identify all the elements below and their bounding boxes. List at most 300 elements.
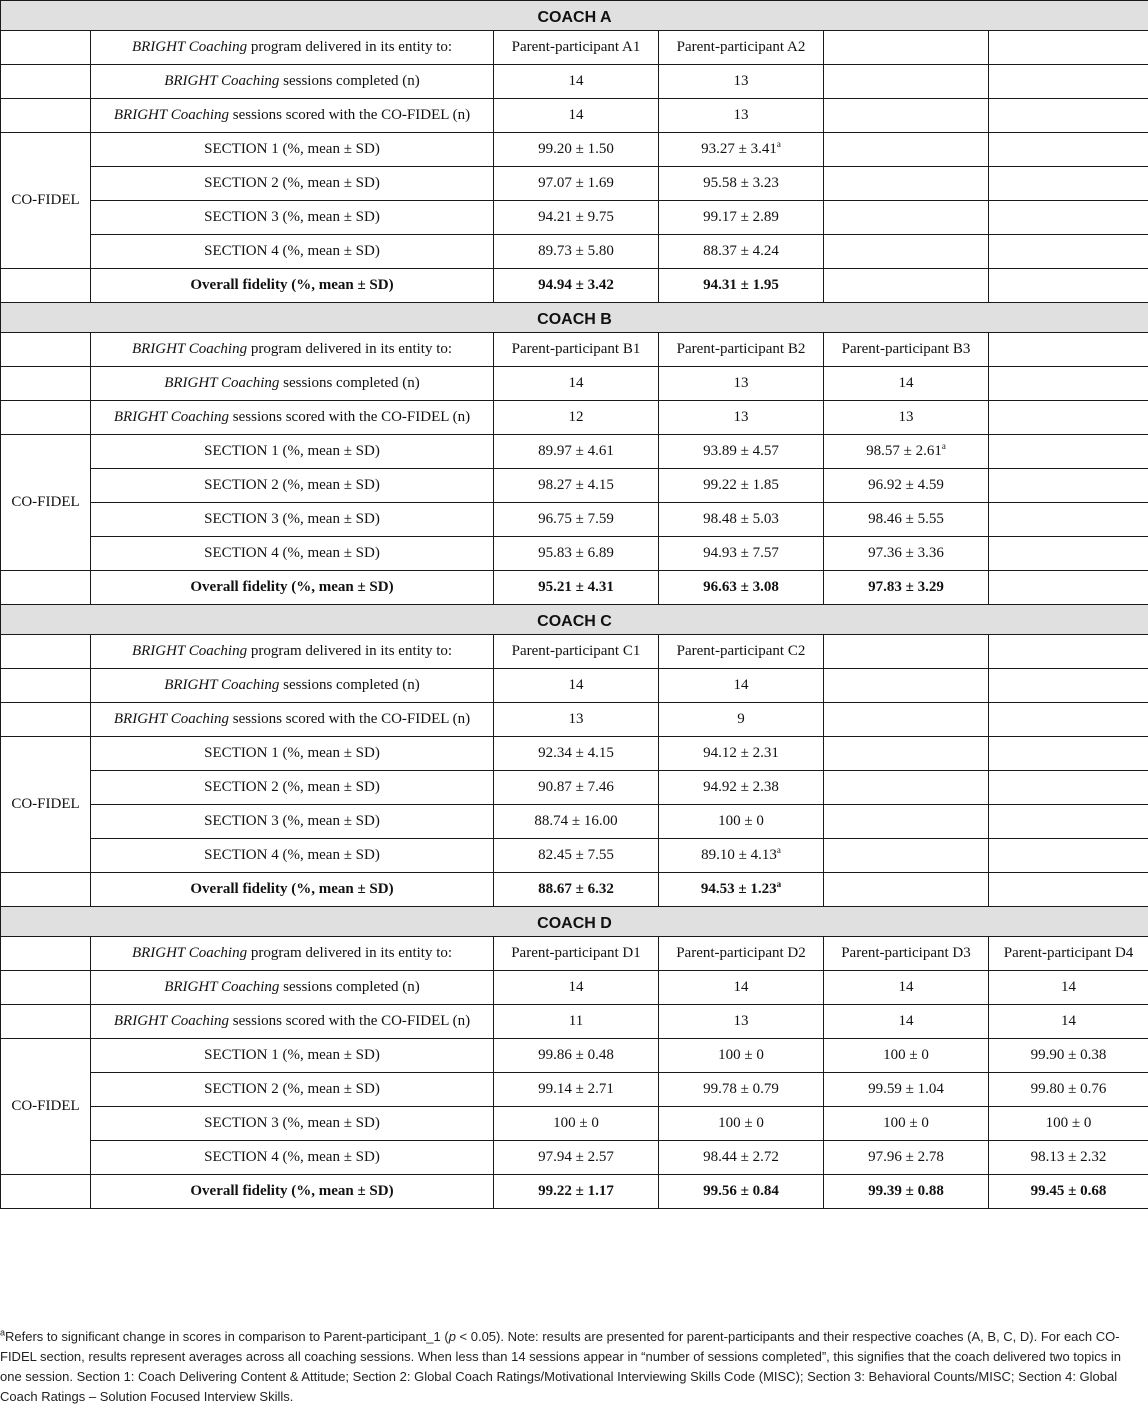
score-cell: [824, 1107, 989, 1141]
score-value: 99.39 ± 0.88: [868, 1183, 944, 1199]
section-row: [1, 1073, 1148, 1107]
row-label-text: program delivered in its entity to:: [247, 643, 453, 659]
score-cell: [494, 537, 659, 571]
row-label: [91, 367, 494, 401]
participant-name-cell: Parent-participant A2: [659, 31, 824, 65]
footnote-marker: a: [0, 1327, 6, 1338]
sessions-completed-row: [1, 65, 1148, 99]
count-cell: [989, 669, 1148, 703]
score-cell: [824, 167, 989, 201]
score-value: 97.36 ± 3.36: [868, 545, 944, 561]
group-blank-cell: [1, 333, 91, 367]
score-cell: [824, 771, 989, 805]
score-value: 94.53 ± 1.23: [700, 881, 777, 897]
score-value: 94.94 ± 3.42: [538, 277, 614, 293]
score-value: 99.14 ± 2.71: [538, 1081, 614, 1097]
coach-title: COACH A: [1, 1, 1148, 31]
overall-score-cell: [989, 1175, 1148, 1209]
cofidel-group-label: CO-FIDEL: [1, 737, 91, 873]
score-cell: [659, 133, 824, 167]
overall-score-cell: [659, 873, 824, 907]
participant-name-cell: Parent-participant B3: [824, 333, 989, 367]
participant-header-row: [1, 31, 1148, 65]
score-value: 98.27 ± 4.15: [538, 477, 614, 493]
row-label: [91, 31, 494, 65]
score-value: 99.78 ± 0.79: [703, 1081, 779, 1097]
coach-header-row: [1, 605, 1148, 635]
row-label: SECTION 2 (%, mean ± SD): [91, 1073, 494, 1107]
score-value: 98.44 ± 2.72: [703, 1149, 779, 1165]
score-value: 88.37 ± 4.24: [703, 243, 779, 259]
row-label: Overall fidelity (%, mean ± SD): [91, 1175, 494, 1209]
score-value: 99.45 ± 0.68: [1030, 1183, 1107, 1199]
count-cell: [824, 669, 989, 703]
group-blank-cell: [1, 31, 91, 65]
count-cell: [989, 367, 1148, 401]
score-value: 89.73 ± 5.80: [538, 243, 614, 259]
coach-title: COACH D: [1, 907, 1148, 937]
score-value: 98.48 ± 5.03: [703, 511, 779, 527]
row-label: Overall fidelity (%, mean ± SD): [91, 269, 494, 303]
score-cell: [659, 503, 824, 537]
score-cell: [494, 1107, 659, 1141]
participant-name-cell: Parent-participant D2: [659, 937, 824, 971]
score-value: 94.21 ± 9.75: [538, 209, 614, 225]
section-row: [1, 771, 1148, 805]
row-label: [91, 669, 494, 703]
group-blank-cell: [1, 367, 91, 401]
row-label-italic: BRIGHT Coaching: [131, 39, 248, 55]
overall-fidelity-row: [1, 1175, 1148, 1209]
overall-score-cell: [494, 873, 659, 907]
score-value: 96.75 ± 7.59: [538, 511, 614, 527]
row-label-italic: BRIGHT Coaching: [164, 677, 280, 693]
row-label: SECTION 2 (%, mean ± SD): [91, 771, 494, 805]
row-label-italic: BRIGHT Coaching: [113, 711, 230, 727]
count-cell: 14: [659, 669, 824, 703]
score-cell: [824, 537, 989, 571]
coach-header-row: [1, 303, 1148, 333]
section-row: [1, 503, 1148, 537]
count-cell: [989, 401, 1148, 435]
section-row: [1, 805, 1148, 839]
count-cell: [989, 99, 1148, 133]
row-label: SECTION 2 (%, mean ± SD): [91, 167, 494, 201]
coach-title: COACH B: [1, 303, 1148, 333]
participant-header-row: [1, 635, 1148, 669]
count-cell: [824, 99, 989, 133]
overall-fidelity-row: [1, 571, 1148, 605]
table-footnote: [0, 1327, 1146, 1407]
overall-score-cell: [824, 571, 989, 605]
count-cell: 14: [494, 669, 659, 703]
row-label-text: sessions completed (n): [279, 73, 420, 89]
group-blank-cell: [1, 635, 91, 669]
row-label-italic: BRIGHT Coaching: [131, 341, 248, 357]
score-cell: [494, 1073, 659, 1107]
section-row: [1, 737, 1148, 771]
participant-name-cell: Parent-participant D3: [824, 937, 989, 971]
row-label-text: sessions scored with the CO-FIDEL (n): [229, 107, 471, 123]
row-label-text: sessions completed (n): [279, 979, 420, 995]
score-cell: [989, 1039, 1148, 1073]
score-value: 97.96 ± 2.78: [868, 1149, 944, 1165]
section-row: [1, 1107, 1148, 1141]
score-cell: [494, 771, 659, 805]
coach-header-row: [1, 1, 1148, 31]
score-cell: [659, 839, 824, 873]
group-blank-cell: [1, 669, 91, 703]
overall-score-cell: [659, 571, 824, 605]
row-label: SECTION 3 (%, mean ± SD): [91, 805, 494, 839]
score-cell: [824, 839, 989, 873]
score-cell: [494, 469, 659, 503]
score-cell: [989, 805, 1148, 839]
score-cell: [989, 1073, 1148, 1107]
group-blank-cell: [1, 971, 91, 1005]
count-cell: 13: [659, 65, 824, 99]
score-cell: [494, 1039, 659, 1073]
row-label-italic: BRIGHT Coaching: [113, 107, 230, 123]
score-cell: [989, 201, 1148, 235]
overall-score-cell: [659, 269, 824, 303]
score-value: 94.93 ± 7.57: [703, 545, 779, 561]
count-cell: [824, 703, 989, 737]
row-label: SECTION 3 (%, mean ± SD): [91, 503, 494, 537]
count-cell: 13: [494, 703, 659, 737]
row-label-italic: BRIGHT Coaching: [113, 1013, 230, 1029]
row-label: [91, 635, 494, 669]
participant-name-cell: Parent-participant B1: [494, 333, 659, 367]
score-value: 96.63 ± 3.08: [703, 579, 779, 595]
count-cell: 14: [824, 1005, 989, 1039]
count-cell: 11: [494, 1005, 659, 1039]
score-value: 99.80 ± 0.76: [1030, 1081, 1107, 1097]
score-value: 93.89 ± 4.57: [703, 443, 779, 459]
score-value: 98.13 ± 2.32: [1030, 1149, 1107, 1165]
score-cell: [989, 133, 1148, 167]
score-value: 100 ± 0: [718, 1047, 764, 1063]
row-label-text: program delivered in its entity to:: [247, 945, 453, 961]
score-cell: [824, 503, 989, 537]
participant-name-cell: [989, 635, 1148, 669]
count-cell: [989, 65, 1148, 99]
score-cell: [989, 839, 1148, 873]
section-row: [1, 1141, 1148, 1175]
score-cell: [824, 737, 989, 771]
overall-score-cell: [989, 269, 1148, 303]
row-label-italic: BRIGHT Coaching: [164, 375, 280, 391]
score-cell: [989, 1107, 1148, 1141]
count-cell: 13: [659, 367, 824, 401]
score-cell: [494, 201, 659, 235]
score-cell: [659, 1039, 824, 1073]
score-value: 89.10 ± 4.13: [701, 847, 777, 863]
count-cell: 14: [824, 367, 989, 401]
score-cell: [989, 167, 1148, 201]
row-label: Overall fidelity (%, mean ± SD): [91, 571, 494, 605]
score-cell: [659, 537, 824, 571]
score-value: 99.22 ± 1.85: [703, 477, 779, 493]
participant-name-cell: Parent-participant D4: [989, 937, 1148, 971]
row-label-italic: BRIGHT Coaching: [164, 979, 280, 995]
row-label: SECTION 2 (%, mean ± SD): [91, 469, 494, 503]
fidelity-table-body: [1, 1, 1148, 1209]
row-label-italic: BRIGHT Coaching: [164, 73, 280, 89]
score-value: 96.92 ± 4.59: [868, 477, 944, 493]
row-label: SECTION 1 (%, mean ± SD): [91, 435, 494, 469]
row-label: SECTION 3 (%, mean ± SD): [91, 1107, 494, 1141]
section-row: [1, 469, 1148, 503]
group-blank-cell: [1, 1005, 91, 1039]
score-value: 88.74 ± 16.00: [534, 813, 618, 829]
count-cell: 13: [659, 401, 824, 435]
coach-header-row: [1, 907, 1148, 937]
score-value: 98.46 ± 5.55: [868, 511, 944, 527]
score-cell: [989, 503, 1148, 537]
score-cell: [494, 839, 659, 873]
count-cell: 14: [824, 971, 989, 1005]
score-value: 88.67 ± 6.32: [538, 881, 614, 897]
count-cell: [989, 703, 1148, 737]
row-label-text: sessions scored with the CO-FIDEL (n): [229, 711, 471, 727]
score-value: 99.17 ± 2.89: [703, 209, 779, 225]
participant-name-cell: Parent-participant B2: [659, 333, 824, 367]
group-blank-cell: [1, 65, 91, 99]
score-cell: [824, 469, 989, 503]
score-cell: [824, 1141, 989, 1175]
score-cell: [494, 167, 659, 201]
score-cell: [494, 1141, 659, 1175]
section-row: [1, 133, 1148, 167]
score-cell: [494, 805, 659, 839]
section-row: [1, 839, 1148, 873]
overall-score-cell: [824, 269, 989, 303]
score-cell: [659, 1073, 824, 1107]
score-cell: [824, 435, 989, 469]
participant-name-cell: Parent-participant A1: [494, 31, 659, 65]
sessions-completed-row: [1, 971, 1148, 1005]
participant-name-cell: [824, 635, 989, 669]
score-cell: [989, 737, 1148, 771]
score-cell: [989, 771, 1148, 805]
score-value: 92.34 ± 4.15: [538, 745, 614, 761]
overall-score-cell: [989, 873, 1148, 907]
sessions-scored-row: [1, 99, 1148, 133]
score-cell: [659, 737, 824, 771]
row-label-text: sessions completed (n): [279, 677, 420, 693]
sessions-scored-row: [1, 703, 1148, 737]
significance-marker: a: [776, 845, 781, 855]
score-cell: [659, 469, 824, 503]
row-label-text: program delivered in its entity to:: [247, 39, 453, 55]
score-value: 94.31 ± 1.95: [703, 277, 779, 293]
score-value: 100 ± 0: [718, 1115, 764, 1131]
count-cell: 12: [494, 401, 659, 435]
score-cell: [824, 133, 989, 167]
row-label: SECTION 4 (%, mean ± SD): [91, 1141, 494, 1175]
count-cell: 14: [989, 1005, 1148, 1039]
score-cell: [824, 805, 989, 839]
score-value: 94.12 ± 2.31: [703, 745, 779, 761]
overall-score-cell: [824, 1175, 989, 1209]
row-label: [91, 937, 494, 971]
row-label: [91, 703, 494, 737]
participant-name-cell: Parent-participant C2: [659, 635, 824, 669]
score-cell: [824, 201, 989, 235]
row-label-text: sessions completed (n): [279, 375, 420, 391]
row-label-text: sessions scored with the CO-FIDEL (n): [229, 1013, 471, 1029]
section-row: [1, 167, 1148, 201]
participant-name-cell: Parent-participant D1: [494, 937, 659, 971]
row-label: Overall fidelity (%, mean ± SD): [91, 873, 494, 907]
score-value: 99.20 ± 1.50: [538, 141, 614, 157]
overall-fidelity-row: [1, 269, 1148, 303]
cofidel-group-label: CO-FIDEL: [1, 435, 91, 571]
score-cell: [989, 1141, 1148, 1175]
significance-marker: a: [941, 441, 946, 451]
count-cell: 14: [494, 65, 659, 99]
count-cell: 13: [659, 99, 824, 133]
count-cell: 14: [659, 971, 824, 1005]
count-cell: 13: [824, 401, 989, 435]
score-cell: [989, 469, 1148, 503]
row-label: SECTION 3 (%, mean ± SD): [91, 201, 494, 235]
sessions-scored-row: [1, 1005, 1148, 1039]
participant-name-cell: [989, 333, 1148, 367]
score-value: 99.59 ± 1.04: [868, 1081, 944, 1097]
count-cell: 9: [659, 703, 824, 737]
overall-score-cell: [494, 1175, 659, 1209]
score-cell: [824, 1039, 989, 1073]
sessions-completed-row: [1, 367, 1148, 401]
score-value: 95.58 ± 3.23: [703, 175, 779, 191]
score-cell: [494, 235, 659, 269]
row-label: [91, 401, 494, 435]
overall-score-cell: [824, 873, 989, 907]
group-blank-cell: [1, 703, 91, 737]
row-label: [91, 99, 494, 133]
row-label: SECTION 1 (%, mean ± SD): [91, 737, 494, 771]
score-cell: [989, 235, 1148, 269]
cofidel-group-label: CO-FIDEL: [1, 1039, 91, 1175]
score-cell: [494, 435, 659, 469]
sessions-completed-row: [1, 669, 1148, 703]
group-blank-cell: [1, 873, 91, 907]
count-cell: [824, 65, 989, 99]
score-cell: [659, 435, 824, 469]
score-value: 99.86 ± 0.48: [538, 1047, 614, 1063]
score-value: 100 ± 0: [1045, 1115, 1092, 1131]
score-value: 82.45 ± 7.55: [538, 847, 614, 863]
score-value: 100 ± 0: [883, 1047, 929, 1063]
score-value: 97.94 ± 2.57: [538, 1149, 614, 1165]
row-label: SECTION 1 (%, mean ± SD): [91, 1039, 494, 1073]
score-cell: [989, 537, 1148, 571]
score-value: 94.92 ± 2.38: [703, 779, 779, 795]
score-cell: [659, 1141, 824, 1175]
coach-title: COACH C: [1, 605, 1148, 635]
score-cell: [989, 435, 1148, 469]
count-cell: 14: [494, 99, 659, 133]
group-blank-cell: [1, 269, 91, 303]
count-cell: 14: [494, 367, 659, 401]
score-value: 97.07 ± 1.69: [538, 175, 614, 191]
row-label: [91, 971, 494, 1005]
score-cell: [659, 1107, 824, 1141]
score-cell: [824, 235, 989, 269]
section-row: [1, 537, 1148, 571]
score-value: 95.21 ± 4.31: [538, 579, 614, 595]
participant-name-cell: Parent-participant C1: [494, 635, 659, 669]
group-blank-cell: [1, 99, 91, 133]
score-value: 100 ± 0: [718, 813, 764, 829]
section-row: [1, 235, 1148, 269]
score-cell: [494, 737, 659, 771]
score-value: 90.87 ± 7.46: [538, 779, 614, 795]
score-value: 100 ± 0: [553, 1115, 599, 1131]
significance-marker: a: [776, 139, 781, 149]
section-row: [1, 201, 1148, 235]
row-label: SECTION 4 (%, mean ± SD): [91, 537, 494, 571]
overall-score-cell: [989, 571, 1148, 605]
overall-fidelity-row: [1, 873, 1148, 907]
score-cell: [659, 235, 824, 269]
row-label-text: program delivered in its entity to:: [247, 341, 453, 357]
section-row: [1, 435, 1148, 469]
significance-marker: a: [776, 879, 782, 889]
row-label-italic: BRIGHT Coaching: [131, 643, 248, 659]
count-cell: 14: [494, 971, 659, 1005]
score-value: 99.90 ± 0.38: [1030, 1047, 1107, 1063]
row-label-italic: BRIGHT Coaching: [113, 409, 230, 425]
row-label: SECTION 4 (%, mean ± SD): [91, 839, 494, 873]
sessions-scored-row: [1, 401, 1148, 435]
cofidel-group-label: CO-FIDEL: [1, 133, 91, 269]
section-row: [1, 1039, 1148, 1073]
group-blank-cell: [1, 937, 91, 971]
row-label: [91, 333, 494, 367]
score-value: 99.56 ± 0.84: [703, 1183, 779, 1199]
score-cell: [659, 771, 824, 805]
overall-score-cell: [494, 571, 659, 605]
row-label: [91, 1005, 494, 1039]
score-value: 95.83 ± 6.89: [538, 545, 614, 561]
row-label: SECTION 1 (%, mean ± SD): [91, 133, 494, 167]
row-label: SECTION 4 (%, mean ± SD): [91, 235, 494, 269]
score-value: 98.57 ± 2.61: [866, 443, 942, 459]
score-cell: [659, 167, 824, 201]
footnote-text-part2: < 0.05). Note: results are presented for parent-participants and their respective coaches (A, B, C, D). For each CO-FIDEL section, results represent averages across all coaching sessions. When less than 14 sessions appear in “number of sessions completed”, this signifies that the coach delivered two topics in one session. Section 1: Coach Delivering Content & Attitude; Section 2: Global Coach Ratings/Motivational Interviewing Skills Code (MISC); Section 3: Behavioral Counts/MISC; Section 4: Global Coach Ratings – Solution Focused Interview Skills.: [0, 1329, 1121, 1404]
score-cell: [824, 1073, 989, 1107]
participant-header-row: [1, 333, 1148, 367]
score-cell: [494, 503, 659, 537]
count-cell: 14: [989, 971, 1148, 1005]
score-value: 97.83 ± 3.29: [868, 579, 944, 595]
participant-name-cell: [824, 31, 989, 65]
score-cell: [659, 805, 824, 839]
group-blank-cell: [1, 571, 91, 605]
group-blank-cell: [1, 401, 91, 435]
row-label-italic: BRIGHT Coaching: [131, 945, 248, 961]
overall-score-cell: [659, 1175, 824, 1209]
footnote-p-symbol: p: [448, 1329, 456, 1344]
row-label-text: sessions scored with the CO-FIDEL (n): [229, 409, 471, 425]
overall-score-cell: [494, 269, 659, 303]
score-value: 89.97 ± 4.61: [538, 443, 614, 459]
participant-header-row: [1, 937, 1148, 971]
score-value: 100 ± 0: [883, 1115, 929, 1131]
